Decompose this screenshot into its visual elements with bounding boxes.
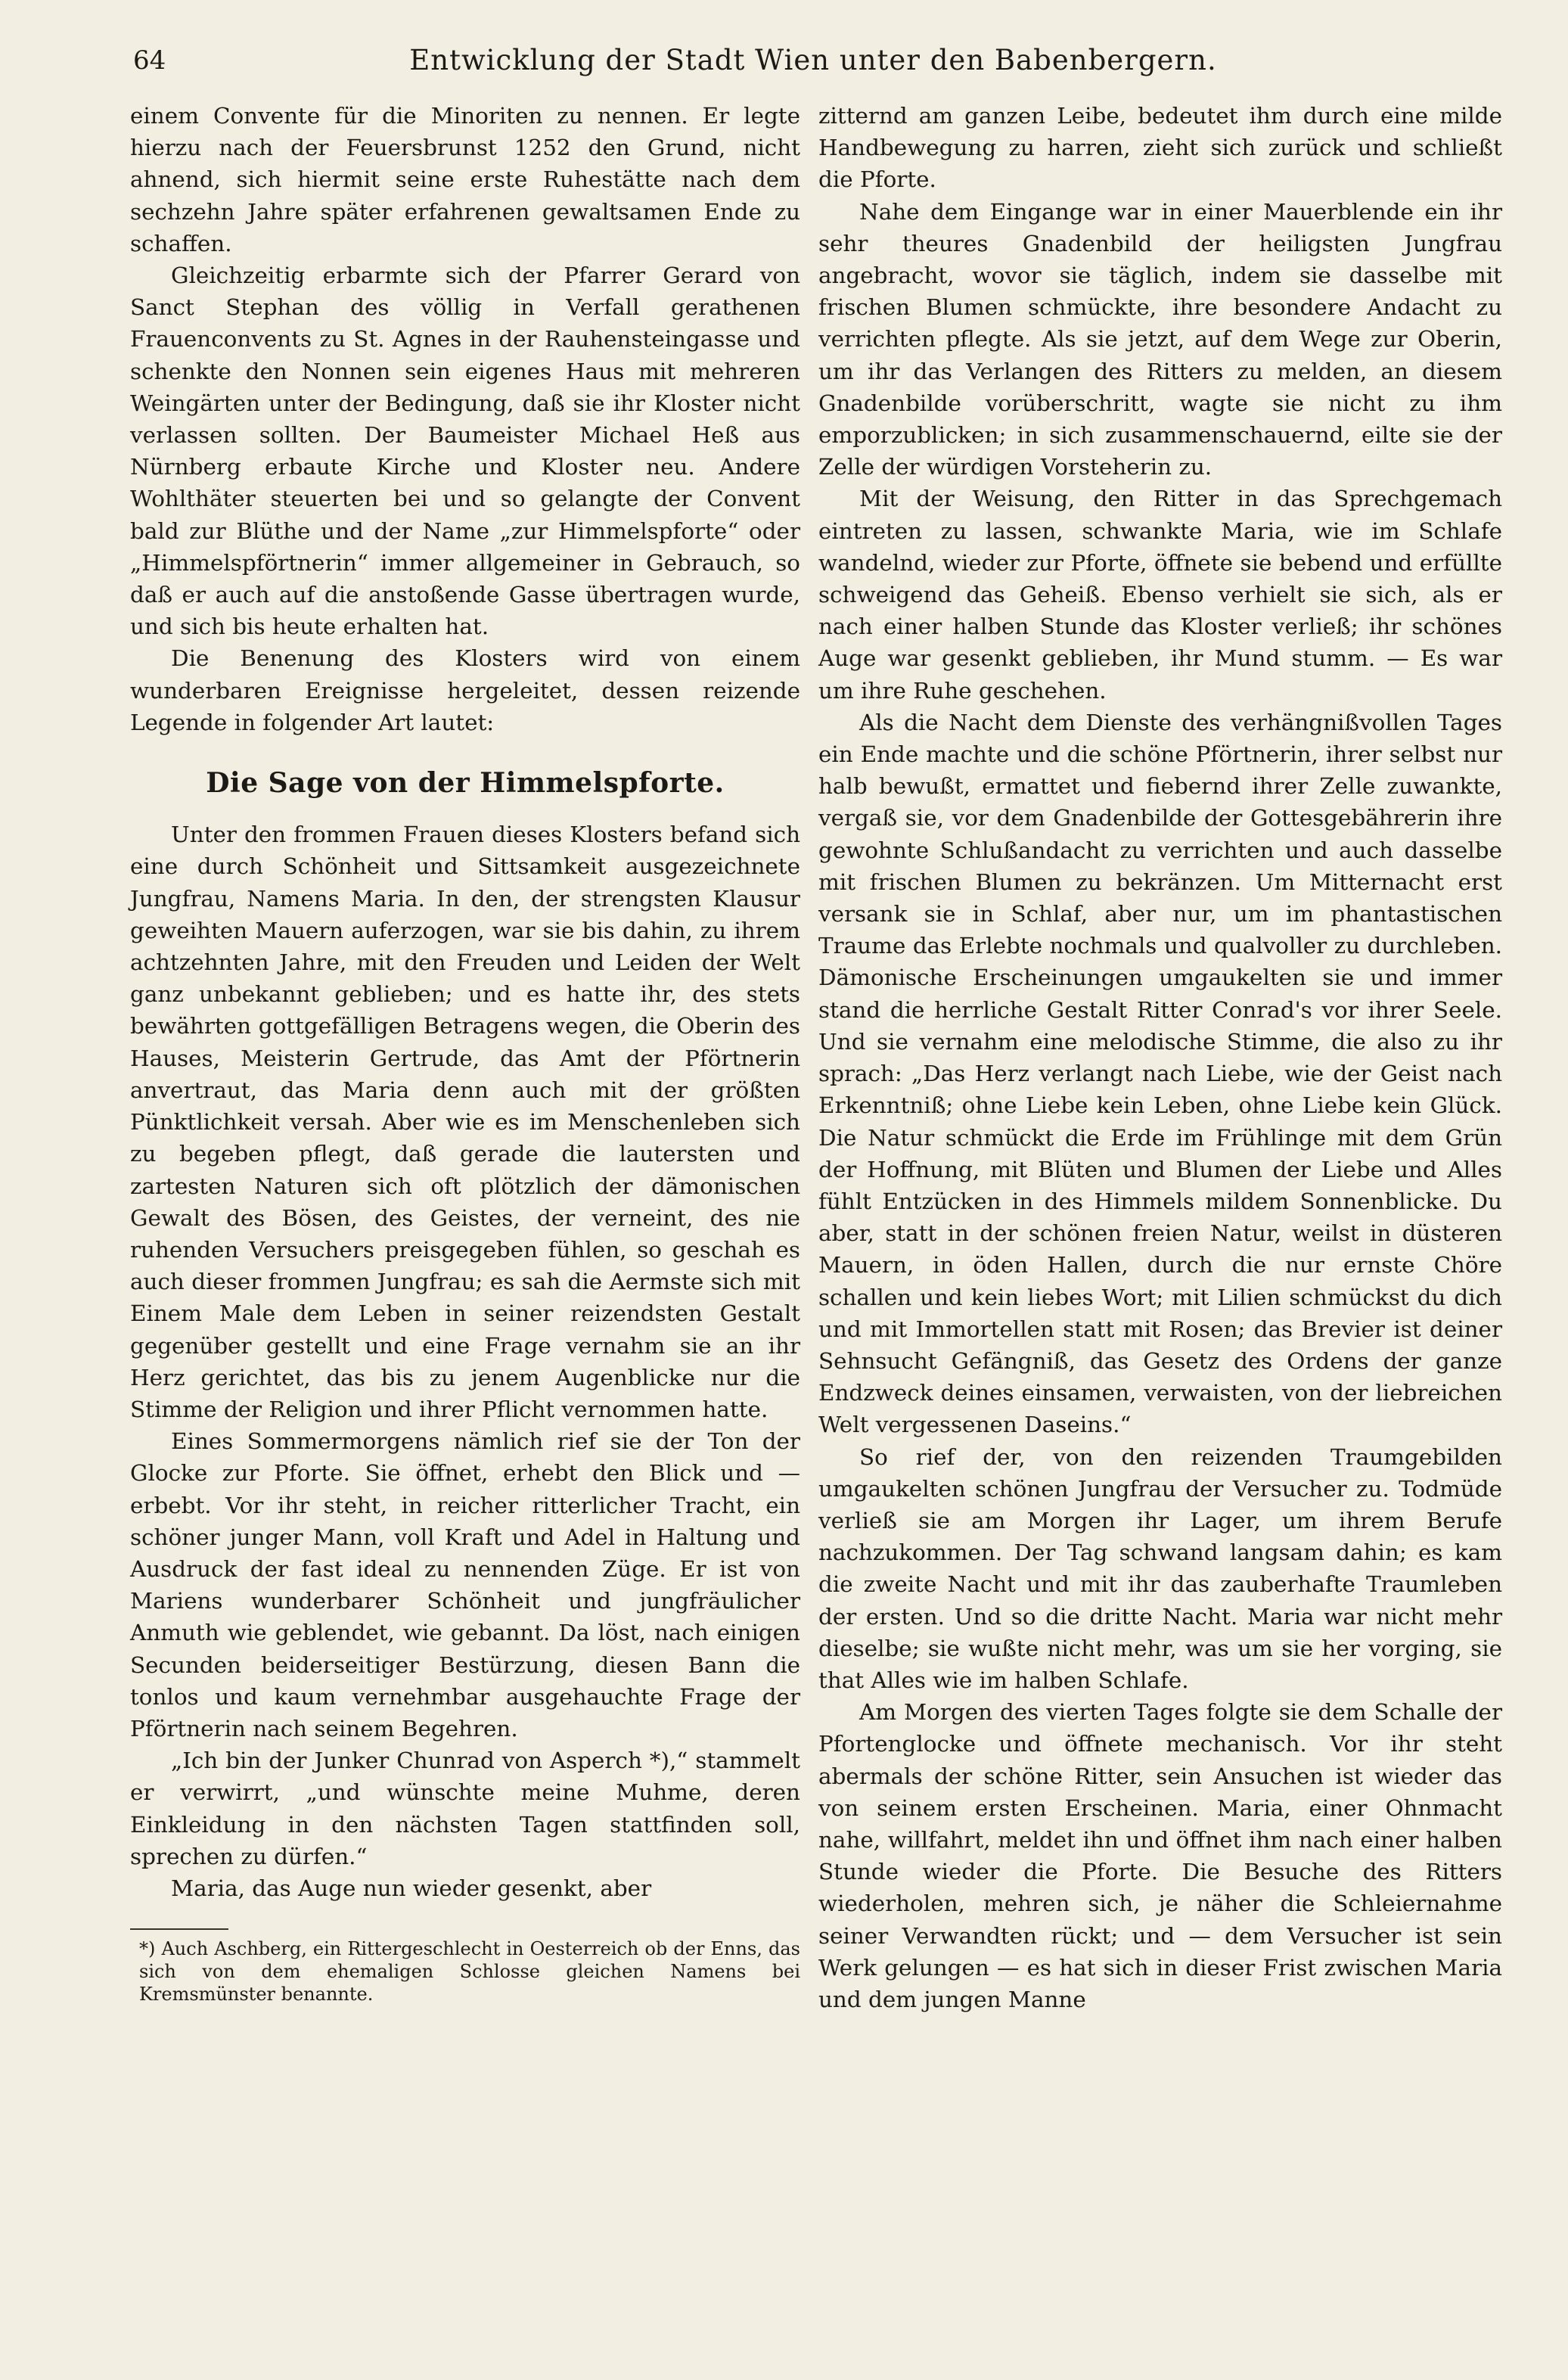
page-header: [129, 39, 1498, 85]
running-title: Entwicklung der Stadt Wien unter den Babenbergern.: [409, 44, 1217, 76]
paragraph: Eines Sommermorgens nämlich rief sie der Ton der Glocke zur Pforte. Sie öffnet, erhebt den Blick und — erbebt. Vor ihr steht, in reicher ritterlicher Tracht, ein schöner junger Mann, voll Kraft und Adel in Haltung und Ausdruck der fast ideal zu nennenden Züge. Er ist von Mariens wunderbarer Schönheit und jungfräulicher Anmuth wie geblendet, wie gebannt. Da löst, nach einigen Secunden beiderseitiger Bestürzung, diesen Bann die tonlos und kaum vernehmbar ausgehauchte Frage der Pförtnerin nach seinem Begehren.: [130, 1428, 800, 1742]
left-column: [130, 100, 800, 2006]
paragraph: Gleichzeitig erbarmte sich der Pfarrer Gerard von Sanct Stephan des völlig in Verfall gerathenen Frauenconvents zu St. Agnes in der Rauhensteingasse und schenkte den Nonnen sein eigenes Haus mit mehreren Weingärten unter der Bedingung, daß sie ihr Kloster nicht verlassen sollten. Der Baumeister Michael Heß aus Nürnberg erbaute Kirche und Kloster neu. Andere Wohlthäter steuerten bei und so gelangte der Convent bald zur Blüthe und der Name „zur Himmelspforte“ oder „Himmelspförtnerin“ immer allgemeiner in Gebrauch, so daß er auch auf die anstoßende Gasse übertragen wurde, und sich bis heute erhalten hat.: [130, 263, 800, 640]
footnote: *) Auch Aschberg, ein Rittergeschlecht in Oesterreich ob der Enns, das sich von dem ehemaligen Schlosse gleichen Namens bei Kremsmünster benannte.: [139, 1938, 800, 2006]
paragraph: Unter den frommen Frauen dieses Klosters befand sich eine durch Schönheit und Sittsamkeit ausgezeichnete Jungfrau, Namens Maria. In den, der strengsten Klausur geweihten Mauern auferzogen, war sie bis dahin, zu ihrem achtzehnten Jahre, mit den Freuden und Leiden der Welt ganz unbekannt geblieben; und es hatte ihr, des stets bewährten gottgefälligen Betragens wegen, die Oberin des Hauses, Meisterin Gertrude, das Amt der Pförtnerin anvertraut, das Maria denn auch mit der größten Pünktlichkeit versah. Aber wie es im Menschenleben sich zu begeben pflegt, daß gerade die lautersten und zartesten Naturen sich oft plötzlich der dämonischen Gewalt des Bösen, des Geistes, der verneint, des nie ruhenden Versuchers preisgegeben fühlen, so geschah es auch dieser frommen Jungfrau; es sah die Aermste sich mit Einem Male dem Leben in seiner reizendsten Gestalt gegenüber gestellt und eine Frage vernahm sie an ihr Herz gerichtet, das bis zu jenem Augenblicke nur die Stimme der Religion und ihrer Pflicht vernommen hatte.: [130, 822, 800, 1422]
paragraph: Maria, das Auge nun wieder gesenkt, aber: [171, 1875, 652, 1901]
paragraph: zitternd am ganzen Leibe, bedeutet ihm durch eine milde Handbewegung zu harren, zieht sich zurück und schließt die Pforte.: [818, 103, 1502, 193]
paragraph: Am Morgen des vierten Tages folgte sie dem Schalle der Pfortenglocke und öffnete mechanisch. Vor ihr steht abermals der schöne Ritter, sein Ansuchen ist wieder das von seinem ersten Erscheinen. Maria, einer Ohnmacht nahe, willfahrt, meldet ihn und öffnet ihm nach einer halben Stunde wieder die Pforte. Die Besuche des Ritters wiederholen, mehren sich, je näher die Schleiernahme seiner Verwandten rückt; und — dem Versucher ist sein Werk gelungen — es hat sich in dieser Frist zwischen Maria und dem jungen Manne: [818, 1699, 1502, 2012]
paragraph: Nahe dem Eingange war in einer Mauerblende ein ihr sehr theures Gnadenbild der heiligsten Jungfrau angebracht, wovor sie täglich, indem sie dasselbe mit frischen Blumen schmückte, ihre besondere Andacht zu verrichten pflegte. Als sie jetzt, auf dem Wege zur Oberin, um ihr das Verlangen des Ritters zu melden, an diesem Gnadenbilde vorüberschritt, wagte sie nicht zu ihm emporzublicken; in sich zusammenschauernd, eilte sie der Zelle der würdigen Vorsteherin zu.: [818, 198, 1502, 480]
paragraph: Die Benenung des Klosters wird von einem wunderbaren Ereignisse hergeleitet, dessen reizende Legende in folgender Art lautet:: [130, 645, 800, 735]
paragraph: Als die Nacht dem Dienste des verhängnißvollen Tages ein Ende machte und die schöne Pförtnerin, ihrer selbst nur halb bewußt, ermattet und fiebernd ihrer Zelle zuwankte, vergaß sie, vor dem Gnadenbilde der Gottesgebährerin ihre gewohnte Schlußandacht zu verrichten und auch dasselbe mit frischen Blumen zu bekränzen. Um Mitternacht erst versank sie in Schlaf, aber nur, um im phantastischen Traume das Erlebte nochmals und qualvoller zu durchleben. Dämonische Erscheinungen umgaukelten sie und immer stand die herrliche Gestalt Ritter Conrad's vor ihrer Seele. Und sie vernahm eine melodische Stimme, die also zu ihr sprach: „Das Herz verlangt nach Liebe, wie der Geist nach Erkenntniß; ohne Liebe kein Leben, ohne Liebe kein Glück. Die Natur schmückt die Erde im Frühlinge mit dem Grün der Hoffnung, mit Blüten und Blumen der Liebe und Alles fühlt Entzücken in des Himmels mildem Sonnenblicke. Du aber, statt in der schönen freien Natur, weilst in düsteren Mauern, in öden Hallen, durch die nur ernste Chöre schallen und kein liebes Wort; mit Lilien schmückst du dich und mit Immortellen statt mit Rosen; das Brevier ist deiner Sehnsucht Gefängniß, das Gesetz des Ordens der ganze Endzweck deines einsamen, verwaisten, von der liebreichen Welt vergessenen Daseins.“: [818, 709, 1502, 1438]
paragraph: So rief der, von den reizenden Traumgebilden umgaukelten schönen Jungfrau der Versucher zu. Todmüde verließ sie am Morgen ihr Lager, um ihrem Berufe nachzukommen. Der Tag schwand langsam dahin; es kam die zweite Nacht und mit ihr das zauberhafte Traumleben der ersten. Und so die dritte Nacht. Maria war nicht mehr dieselbe; sie wußte nicht mehr, was um sie her vorging, sie that Alles wie im halben Schlafe.: [818, 1443, 1502, 1693]
paragraph: Mit der Weisung, den Ritter in das Sprechgemach eintreten zu lassen, schwankte Maria, wie im Schlafe wandelnd, wieder zur Pforte, öffnete sie bebend und erfüllte schweigend das Geheiß. Ebenso verhielt sie sich, als er nach einer halben Stunde das Kloster verließ; ihr schönes Auge war gesenkt geblieben, ihr Mund stumm. — Es war um ihre Ruhe geschehen.: [818, 486, 1502, 704]
paragraph: „Ich bin der Junker Chunrad von Asperch *),“ stammelt er verwirrt, „und wünschte meine Muhme, deren Einkleidung in den nächsten Tagen stattfinden soll, sprechen zu dürfen.“: [130, 1748, 800, 1869]
paragraph: einem Convente für die Minoriten zu nennen. Er legte hierzu nach der Feuersbrunst 1252 den Grund, nicht ahnend, sich hiermit seine erste Ruhestätte nach dem sechzehn Jahre später erfahrenen gewaltsamen Ende zu schaffen.: [130, 103, 800, 256]
right-column: [818, 100, 1502, 2015]
page-number: 64: [133, 45, 166, 76]
section-heading: Die Sage von der Himmelspforte.: [206, 767, 725, 800]
footnote-divider: [130, 1928, 228, 1930]
